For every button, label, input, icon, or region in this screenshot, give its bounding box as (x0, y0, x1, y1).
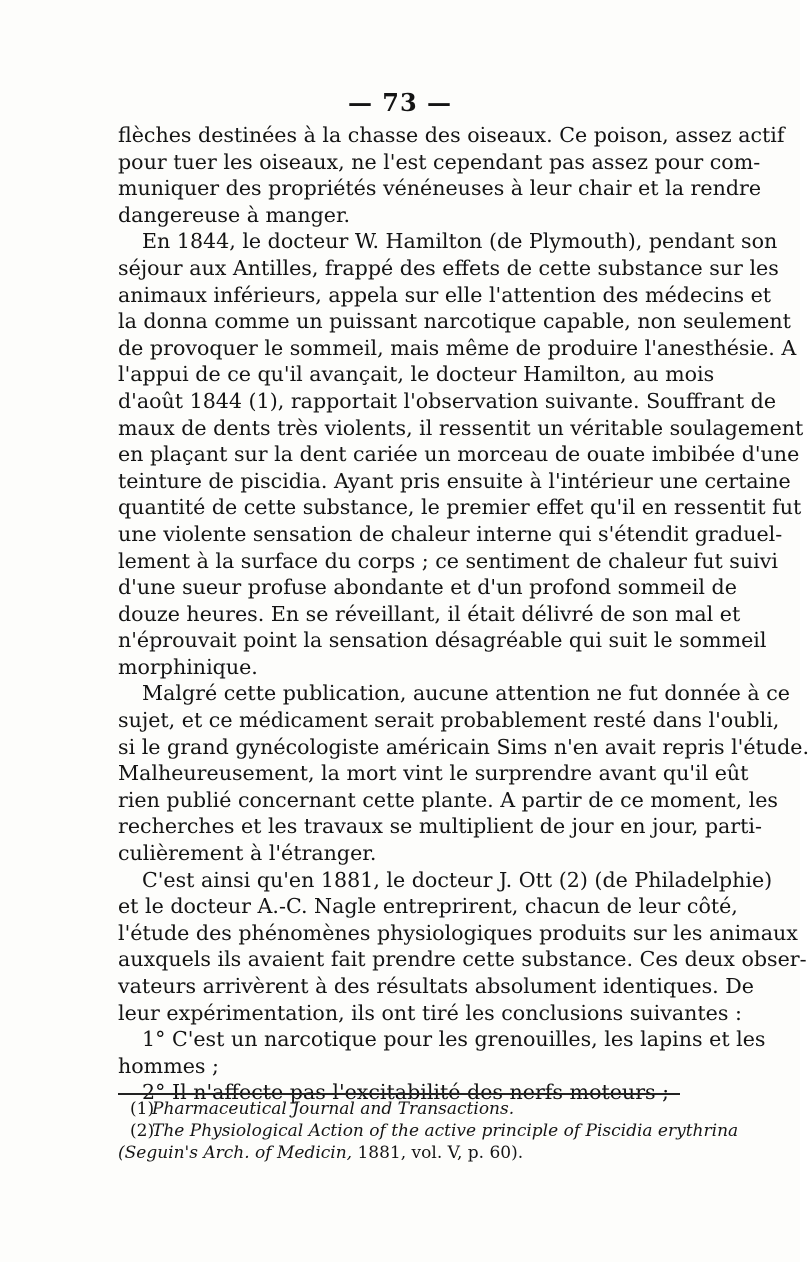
text-line: muniquer des propriétés vénéneuses à leur chair et la rendre (118, 176, 762, 201)
footnote-separator (118, 1093, 680, 1095)
text-line: l'appui de ce qu'il avançait, le docteur Hamilton, au mois (118, 362, 715, 387)
text-line: 2° Il n'affecte pas l'excitabilité des nerfs moteurs ; (142, 1080, 670, 1105)
body-text (118, 122, 809, 1106)
text-line: l'étude des phénomènes physiologiques produits sur les animaux (118, 920, 798, 945)
text-line: vateurs arrivèrent à des résultats absolument identiques. De (118, 974, 754, 998)
text-line: teinture de piscidia. Ayant pris ensuite à l'intérieur une certaine (118, 468, 791, 493)
text-line: la donna comme un puissant narcotique capable, non seulement (118, 309, 791, 334)
footnote-2-number: (2) (130, 1121, 155, 1141)
text-line: douze heures. En se réveillant, il était délivré de son mal et (118, 601, 741, 626)
footnotes (118, 1098, 739, 1164)
text-line: si le grand gynécologiste américain Sims n'en avait repris l'étude. (118, 734, 809, 759)
text-line: n'éprouvait point la sensation désagréable qui suit le sommeil (118, 628, 767, 653)
text-line: et le docteur A.-C. Nagle entreprirent, chacun de leur côté, (118, 894, 738, 919)
text-line: rien publié concernant cette plante. A partir de ce moment, les (118, 787, 778, 812)
text-line: 1° C'est un narcotique pour les grenouilles, les lapins et les (142, 1027, 766, 1052)
text-line: une violente sensation de chaleur interne qui s'étendit graduel- (118, 521, 783, 546)
footnote-2-source: (Seguin's Arch. of Medicin, (118, 1143, 353, 1163)
text-line: culièrement à l'étranger. (118, 841, 377, 866)
footnote-2-text: The Physiological Action of the active principle of Piscidia erythrina (152, 1121, 739, 1141)
text-line: sujet, et ce médicament serait probablement resté dans l'oubli, (118, 708, 780, 733)
footnote-2 (118, 1120, 739, 1142)
text-line: d'une sueur profuse abondante et d'un profond sommeil de (118, 575, 737, 600)
text-line: auxquels ils avaient fait prendre cette substance. Ces deux obser- (118, 947, 807, 972)
footnote-1-number: (1) (130, 1099, 155, 1119)
text-line: C'est ainsi qu'en 1881, le docteur J. Ott (2) (de Philadelphie) (142, 867, 773, 892)
text-line: pour tuer les oiseaux, ne l'est cependant pas assez pour com- (118, 149, 761, 174)
page-number: — 73 — (347, 88, 453, 117)
text-line: en plaçant sur la dent cariée un morceau de ouate imbibée d'une (118, 442, 800, 467)
text-line: maux de dents très violents, il ressentit un véritable soulagement (118, 415, 804, 440)
text-line: leur expérimentation, ils ont tiré les conclusions suivantes : (118, 1000, 742, 1025)
text-line: hommes ; (118, 1053, 219, 1078)
text-line: Malheureusement, la mort vint le surprendre avant qu'il eût (118, 761, 749, 786)
footnote-2-continuation (118, 1142, 680, 1164)
text-line: flèches destinées à la chasse des oiseaux. Ce poison, assez actif (118, 123, 785, 147)
footnote-1-text: Pharmaceutical Journal and Transactions. (152, 1099, 515, 1119)
text-line: lement à la surface du corps ; ce sentiment de chaleur fut suivi (118, 548, 778, 573)
footnote-2-citation: 1881, vol. V, p. 60). (357, 1143, 524, 1163)
text-line: dangereuse à manger. (118, 202, 351, 227)
text-line: quantité de cette substance, le premier effet qu'il en ressentit fut (118, 495, 802, 520)
text-line: animaux inférieurs, appela sur elle l'attention des médecins et (118, 282, 772, 307)
text-line: recherches et les travaux se multiplient de jour en jour, parti- (118, 814, 762, 839)
text-line: d'août 1844 (1), rapportait l'observation suivante. Souffrant de (118, 388, 777, 413)
text-line: morphinique. (118, 654, 258, 679)
text-line: de provoquer le sommeil, mais même de produire l'anesthésie. A (118, 335, 797, 360)
footnote-1 (118, 1098, 680, 1120)
text-line: En 1844, le docteur W. Hamilton (de Plymouth), pendant son (142, 229, 778, 254)
text-line: séjour aux Antilles, frappé des effets de cette substance sur les (118, 255, 779, 280)
text-line: Malgré cette publication, aucune attention ne fut donnée à ce (142, 681, 790, 706)
